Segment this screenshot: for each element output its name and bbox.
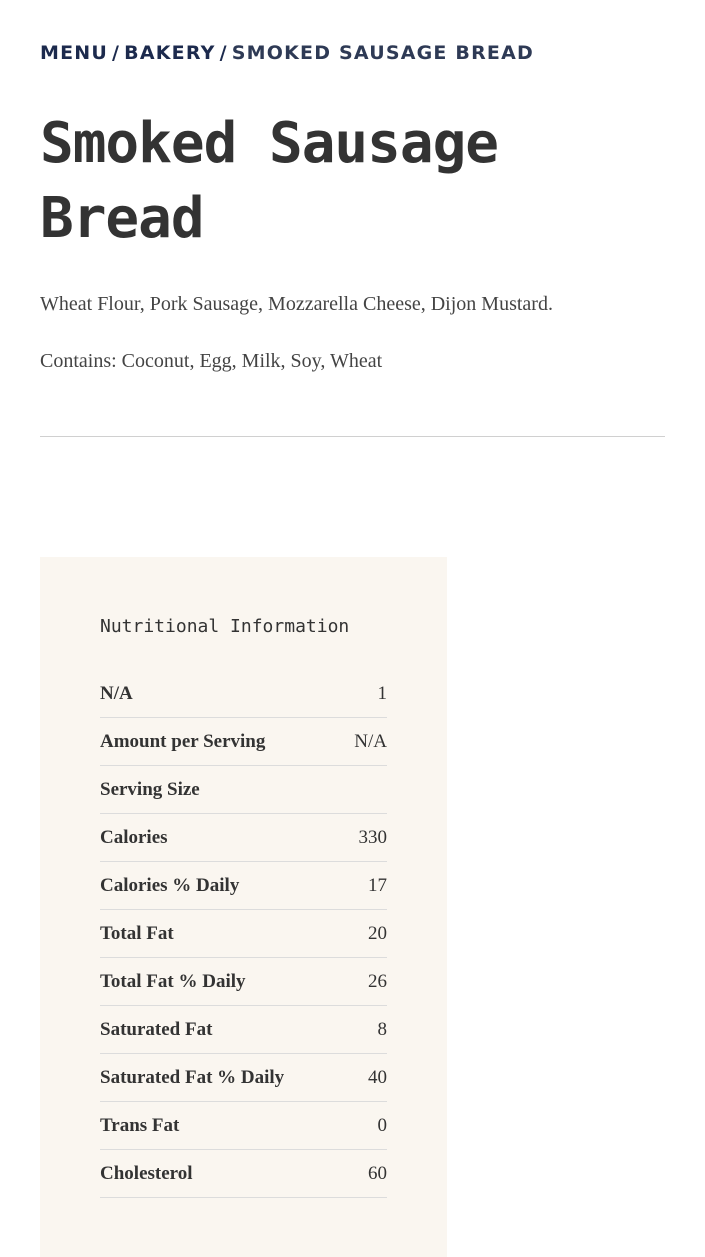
allergens-text: Contains: Coconut, Egg, Milk, Soy, Wheat — [40, 350, 383, 372]
nutrition-value: 1 — [377, 682, 387, 704]
breadcrumb-link-menu[interactable]: MENU — [40, 42, 109, 64]
nutrition-heading: Nutritional Information — [100, 616, 350, 637]
nutrition-label: Saturated Fat % Daily — [100, 1066, 285, 1088]
nutrition-table — [100, 670, 387, 1198]
nutrition-row — [100, 670, 387, 718]
nutrition-value: 0 — [377, 1114, 387, 1136]
nutrition-label: Calories — [100, 826, 168, 848]
nutrition-row — [100, 910, 387, 958]
nutrition-row — [100, 1006, 387, 1054]
breadcrumb — [40, 40, 534, 66]
breadcrumb-link-bakery[interactable]: BAKERY — [124, 42, 216, 64]
nutrition-row — [100, 814, 387, 862]
nutrition-row — [100, 862, 387, 910]
nutrition-value: 8 — [377, 1018, 387, 1040]
ingredients-text: Wheat Flour, Pork Sausage, Mozzarella Cheese, Dijon Mustard. — [40, 293, 553, 315]
nutrition-row — [100, 718, 387, 766]
nutrition-label: Total Fat — [100, 922, 174, 944]
nutrition-label: N/A — [100, 682, 133, 704]
breadcrumb-separator: / — [219, 42, 228, 64]
nutrition-value: 17 — [368, 874, 387, 896]
nutrition-row — [100, 766, 387, 814]
nutrition-label: Amount per Serving — [100, 730, 266, 752]
section-divider — [40, 436, 665, 437]
nutrition-panel — [40, 557, 447, 1257]
nutrition-label: Total Fat % Daily — [100, 970, 246, 992]
breadcrumb-current: SMOKED SAUSAGE BREAD — [231, 42, 534, 64]
nutrition-row — [100, 1150, 387, 1198]
nutrition-row — [100, 1102, 387, 1150]
nutrition-value: 40 — [368, 1066, 387, 1088]
nutrition-row — [100, 958, 387, 1006]
nutrition-value: 20 — [368, 922, 387, 944]
nutrition-label: Trans Fat — [100, 1114, 180, 1136]
nutrition-label: Cholesterol — [100, 1162, 193, 1184]
nutrition-row — [100, 1054, 387, 1102]
nutrition-value: 330 — [358, 826, 387, 848]
nutrition-value: 26 — [368, 970, 387, 992]
page-title: Smoked Sausage Bread — [40, 111, 499, 251]
nutrition-label: Calories % Daily — [100, 874, 240, 896]
nutrition-label: Serving Size — [100, 778, 200, 800]
nutrition-value: N/A — [354, 730, 387, 752]
nutrition-label: Saturated Fat — [100, 1018, 213, 1040]
breadcrumb-separator: / — [112, 42, 121, 64]
nutrition-value: 60 — [368, 1162, 387, 1184]
